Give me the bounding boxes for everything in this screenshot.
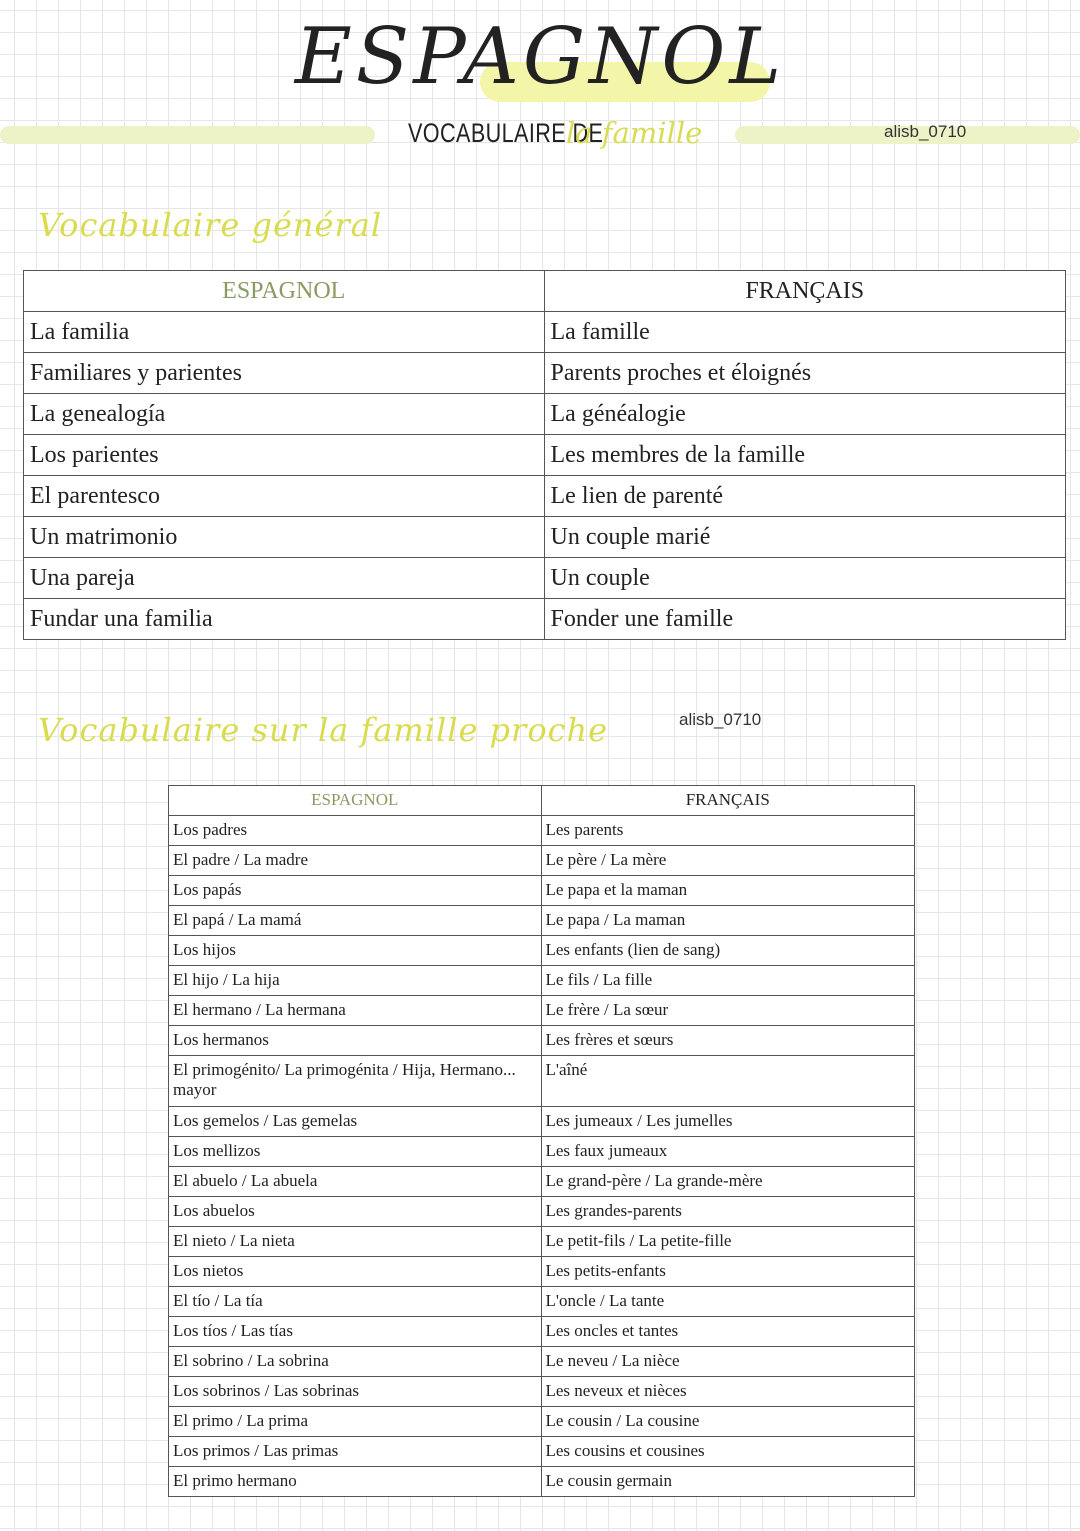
cell-espagnol: Una pareja: [24, 558, 545, 599]
cell-espagnol: El primo / La prima: [169, 1407, 542, 1437]
table-row: [169, 846, 915, 876]
cell-francais: Fonder une famille: [544, 599, 1066, 640]
cell-francais: Le papa / La maman: [541, 906, 915, 936]
cell-espagnol: La genealogía: [24, 394, 545, 435]
table-row: [24, 517, 1066, 558]
cell-francais: Le petit-fils / La petite-fille: [541, 1227, 915, 1257]
cell-francais: Les membres de la famille: [544, 435, 1066, 476]
cell-francais: Le père / La mère: [541, 846, 915, 876]
table-row: [24, 558, 1066, 599]
cell-espagnol: Los primos / Las primas: [169, 1437, 542, 1467]
cell-espagnol: Los mellizos: [169, 1137, 542, 1167]
table-row: [24, 353, 1066, 394]
vocab-table-general: [23, 270, 1066, 640]
column-header-francais: FRANÇAIS: [541, 786, 915, 816]
cell-espagnol: El papá / La mamá: [169, 906, 542, 936]
cell-espagnol: Los hijos: [169, 936, 542, 966]
table-row: [169, 936, 915, 966]
cell-francais: La généalogie: [544, 394, 1066, 435]
table-row: [24, 394, 1066, 435]
table-row: [169, 966, 915, 996]
cell-francais: Les enfants (lien de sang): [541, 936, 915, 966]
cell-espagnol: Un matrimonio: [24, 517, 545, 558]
cell-francais: Les cousins et cousines: [541, 1437, 915, 1467]
cell-francais: Parents proches et éloignés: [544, 353, 1066, 394]
cell-espagnol: El abuelo / La abuela: [169, 1167, 542, 1197]
table-row: [24, 476, 1066, 517]
table-row: [169, 816, 915, 846]
cell-espagnol: Los parientes: [24, 435, 545, 476]
cell-espagnol: El primo hermano: [169, 1467, 542, 1497]
column-header-espagnol: ESPAGNOL: [24, 271, 545, 312]
table-header-row: [24, 271, 1066, 312]
cell-espagnol: Los nietos: [169, 1257, 542, 1287]
table-row: [169, 1287, 915, 1317]
cell-espagnol: El nieto / La nieta: [169, 1227, 542, 1257]
cell-espagnol: El tío / La tía: [169, 1287, 542, 1317]
cell-francais: Les parents: [541, 816, 915, 846]
divider-left: [0, 126, 375, 144]
table-row: [169, 1407, 915, 1437]
cell-francais: Les oncles et tantes: [541, 1317, 915, 1347]
cell-espagnol: Los sobrinos / Las sobrinas: [169, 1377, 542, 1407]
table-row: [169, 1137, 915, 1167]
cell-espagnol: Familiares y parientes: [24, 353, 545, 394]
cell-espagnol: Los papás: [169, 876, 542, 906]
page-subtitle-script: la famille: [566, 116, 703, 150]
cell-francais: Le neveu / La nièce: [541, 1347, 915, 1377]
cell-espagnol: Los hermanos: [169, 1026, 542, 1056]
table-row: [169, 1026, 915, 1056]
cell-francais: Les neveux et nièces: [541, 1377, 915, 1407]
cell-francais: L'oncle / La tante: [541, 1287, 915, 1317]
section-heading-close-family: Vocabulaire sur la famille proche: [38, 711, 609, 749]
column-header-espagnol: ESPAGNOL: [169, 786, 542, 816]
cell-francais: Les petits-enfants: [541, 1257, 915, 1287]
cell-espagnol: El primogénito/ La primogénita / Hija, Hermano... mayor: [169, 1056, 542, 1107]
author-handle-top: alisb_0710: [884, 122, 967, 141]
cell-francais: Le papa et la maman: [541, 876, 915, 906]
table-row: [169, 1056, 915, 1107]
table-row: [169, 996, 915, 1026]
cell-espagnol: Los tíos / Las tías: [169, 1317, 542, 1347]
page-title: ESPAGNOL: [294, 12, 786, 102]
cell-francais: Le lien de parenté: [544, 476, 1066, 517]
table-row: [24, 599, 1066, 640]
cell-francais: Le frère / La sœur: [541, 996, 915, 1026]
cell-francais: Le cousin germain: [541, 1467, 915, 1497]
cell-espagnol: Los padres: [169, 816, 542, 846]
cell-espagnol: La familia: [24, 312, 545, 353]
cell-espagnol: El parentesco: [24, 476, 545, 517]
author-handle-mid: alisb_0710: [679, 710, 762, 729]
cell-francais: Les faux jumeaux: [541, 1137, 915, 1167]
cell-francais: Un couple: [544, 558, 1066, 599]
cell-francais: Les jumeaux / Les jumelles: [541, 1107, 915, 1137]
table-row: [169, 876, 915, 906]
table-row: [169, 1317, 915, 1347]
section-heading-general: Vocabulaire général: [38, 206, 383, 244]
cell-francais: Les frères et sœurs: [541, 1026, 915, 1056]
table-row: [169, 1197, 915, 1227]
vocab-table-close-family: [168, 785, 915, 1497]
table-header-row: [169, 786, 915, 816]
table-row: [169, 1467, 915, 1497]
table-row: [169, 1167, 915, 1197]
table-row: [24, 435, 1066, 476]
cell-francais: Le cousin / La cousine: [541, 1407, 915, 1437]
cell-espagnol: El hijo / La hija: [169, 966, 542, 996]
cell-francais: Les grandes-parents: [541, 1197, 915, 1227]
cell-espagnol: El sobrino / La sobrina: [169, 1347, 542, 1377]
table-row: [169, 1227, 915, 1257]
cell-francais: Un couple marié: [544, 517, 1066, 558]
cell-francais: Le fils / La fille: [541, 966, 915, 996]
cell-espagnol: Los abuelos: [169, 1197, 542, 1227]
table-row: [169, 1437, 915, 1467]
cell-espagnol: El hermano / La hermana: [169, 996, 542, 1026]
cell-francais: Le grand-père / La grande-mère: [541, 1167, 915, 1197]
table-row: [169, 1377, 915, 1407]
cell-espagnol: El padre / La madre: [169, 846, 542, 876]
table-row: [169, 906, 915, 936]
page-subtitle: VOCABULAIRE DE: [408, 118, 604, 148]
table-row: [169, 1347, 915, 1377]
table-row: [169, 1107, 915, 1137]
cell-francais: L'aîné: [541, 1056, 915, 1107]
cell-francais: La famille: [544, 312, 1066, 353]
table-row: [169, 1257, 915, 1287]
cell-espagnol: Fundar una familia: [24, 599, 545, 640]
table-row: [24, 312, 1066, 353]
column-header-francais: FRANÇAIS: [544, 271, 1066, 312]
cell-espagnol: Los gemelos / Las gemelas: [169, 1107, 542, 1137]
